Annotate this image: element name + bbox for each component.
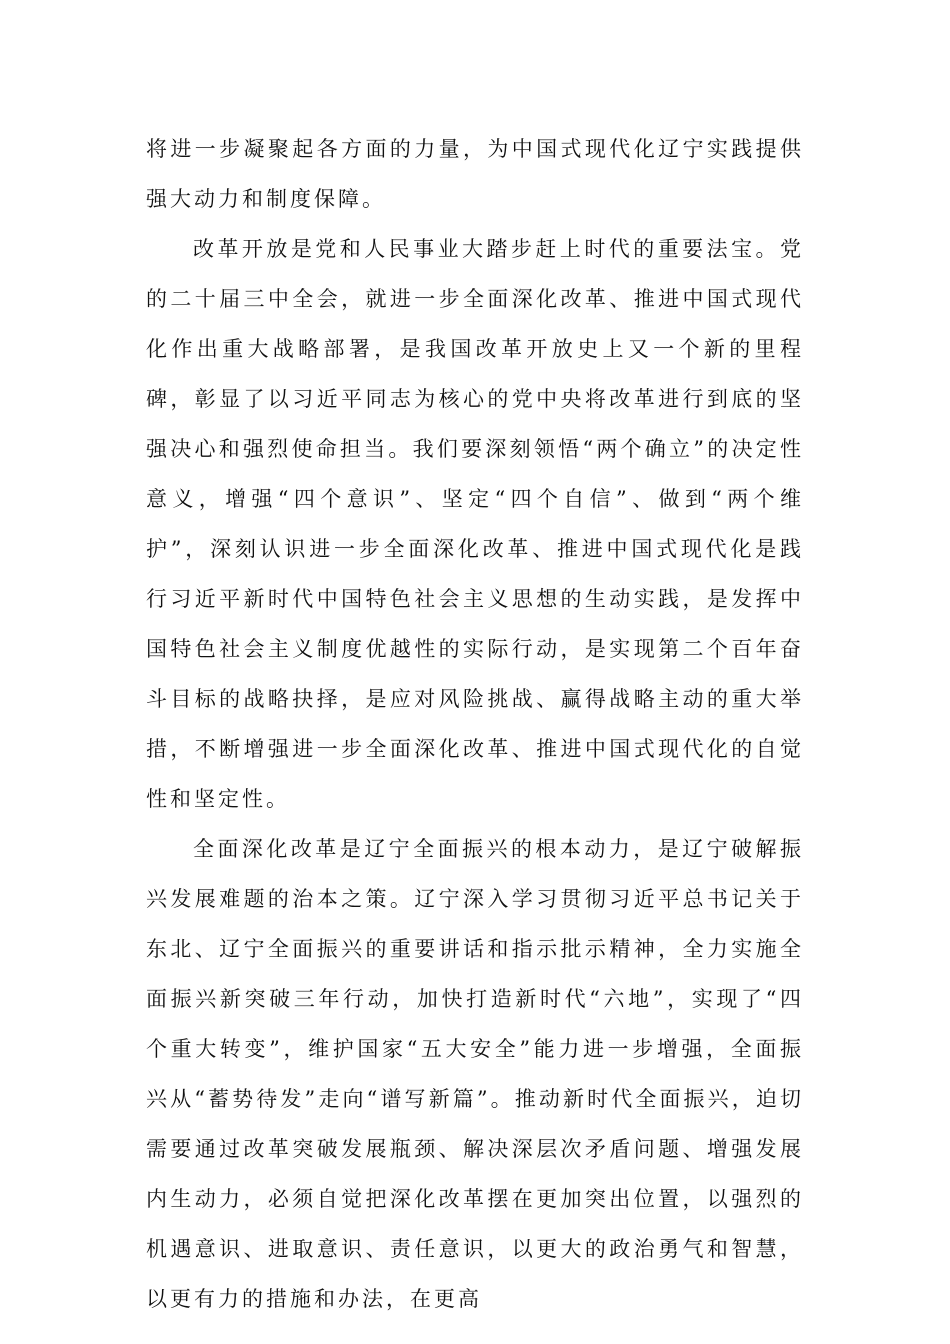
document-body: [146, 124, 804, 1324]
paragraph-reform-opening: 改革开放是党和人民事业大踏步赶上时代的重要法宝。党的二十届三中全会，就进一步全面深化改革、推进中国式现代化作出重大战略部署，是我国改革开放史上又一个新的里程碑，彰显了以习近平同志为核心的党中央将改革进行到底的坚强决心和强烈使命担当。我们要深刻领悟“两个确立”的决定性意义，增强“四个意识”、坚定“四个自信”、做到“两个维护”，深刻认识进一步全面深化改革、推进中国式现代化是践行习近平新时代中国特色社会主义思想的生动实践，是发挥中国特色社会主义制度优越性的实际行动，是实现第二个百年奋斗目标的战略抉择，是应对风险挑战、赢得战略主动的重大举措，不断增强进一步全面深化改革、推进中国式现代化的自觉性和坚定性。: [146, 237, 804, 811]
paragraph-liaoning-revitalization: 全面深化改革是辽宁全面振兴的根本动力，是辽宁破解振兴发展难题的治本之策。辽宁深入学习贯彻习近平总书记关于东北、辽宁全面振兴的重要讲话和指示批示精神，全力实施全面振兴新突破三年行动，加快打造新时代“六地”，实现了“四个重大转变”，维护国家“五大安全”能力进一步增强，全面振兴从“蓄势待发”走向“谱写新篇”。推动新时代全面振兴，迫切需要通过改革突破发展瓶颈、解决深层次矛盾问题、增强发展内生动力，必须自觉把深化改革摆在更加突出位置，以强烈的机遇意识、进取意识、责任意识，以更大的政治勇气和智慧，以更有力的措施和办法，在更高: [146, 837, 804, 1311]
paragraph-continuation: 将进一步凝聚起各方面的力量，为中国式现代化辽宁实践提供强大动力和制度保障。: [146, 137, 804, 211]
